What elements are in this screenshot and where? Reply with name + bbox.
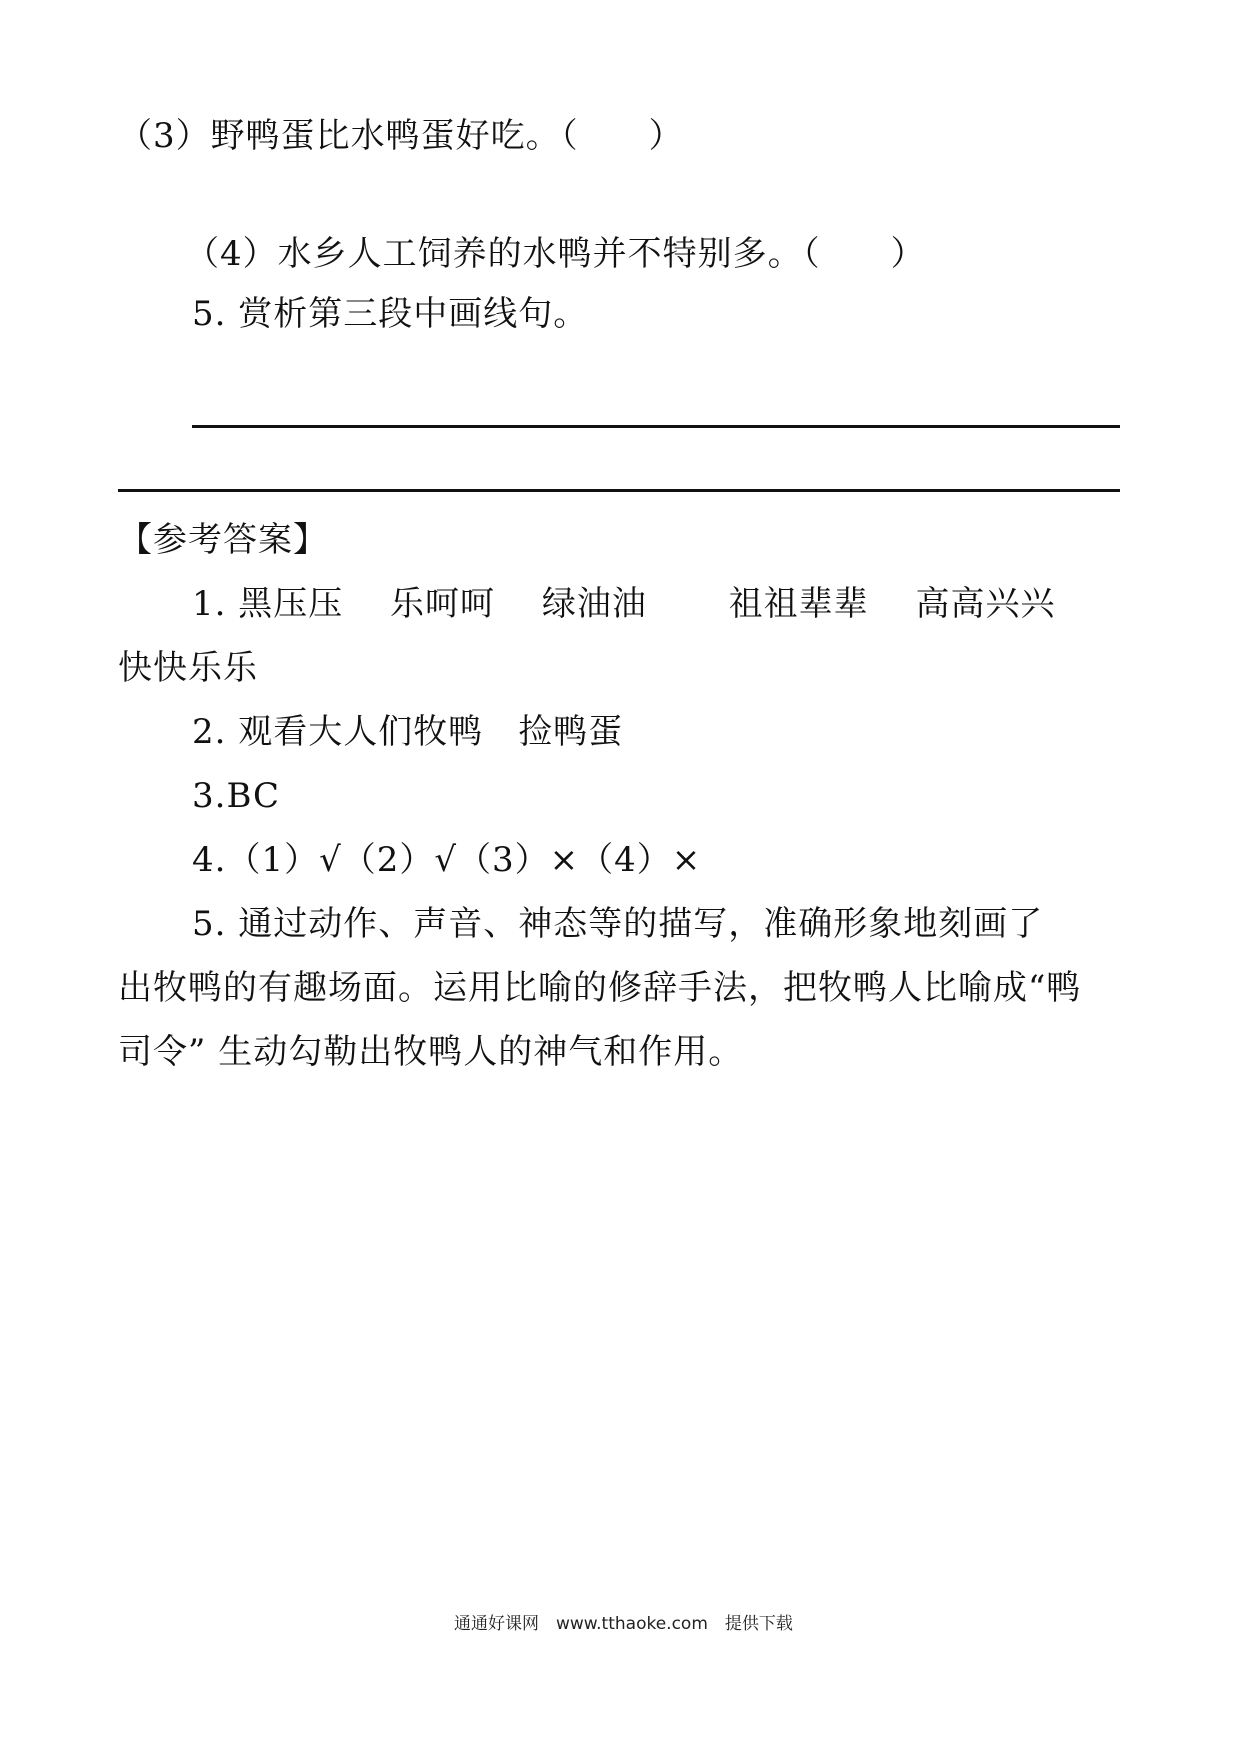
section-divider: [118, 489, 1120, 492]
answers-heading: 【参考答案】: [118, 520, 328, 560]
answer-5-line-3: 司令” 生动勾勒出牧鸭人的神气和作用。: [118, 1032, 744, 1072]
question-4: （4）水乡人工饲养的水鸭并不特别多。（ ）: [185, 234, 926, 274]
answer-1-line-2: 快快乐乐: [118, 648, 258, 688]
answer-5-line-2: 出牧鸭的有趣场面。运用比喻的修辞手法，把牧鸭人比喻成“鸭: [118, 968, 1082, 1008]
page-footer: 通通好课网 www.tthaoke.com 提供下载: [454, 1614, 793, 1634]
answer-1-line-1: 1. 黑压压 乐呵呵 绿油油 祖祖辈辈 高高兴兴: [192, 584, 1056, 624]
answer-5-line-1: 5. 通过动作、声音、神态等的描写，准确形象地刻画了: [192, 904, 1044, 944]
answer-4: 4.（1）√（2）√（3）×（4）×: [192, 840, 702, 880]
question-3: （3）野鸭蛋比水鸭蛋好吃。（ ）: [118, 116, 684, 156]
answer-line: [192, 425, 1120, 428]
answer-2: 2. 观看大人们牧鸭 捡鸭蛋: [192, 712, 624, 752]
answer-3: 3.BC: [192, 776, 281, 816]
question-5: 5. 赏析第三段中画线句。: [192, 294, 589, 334]
